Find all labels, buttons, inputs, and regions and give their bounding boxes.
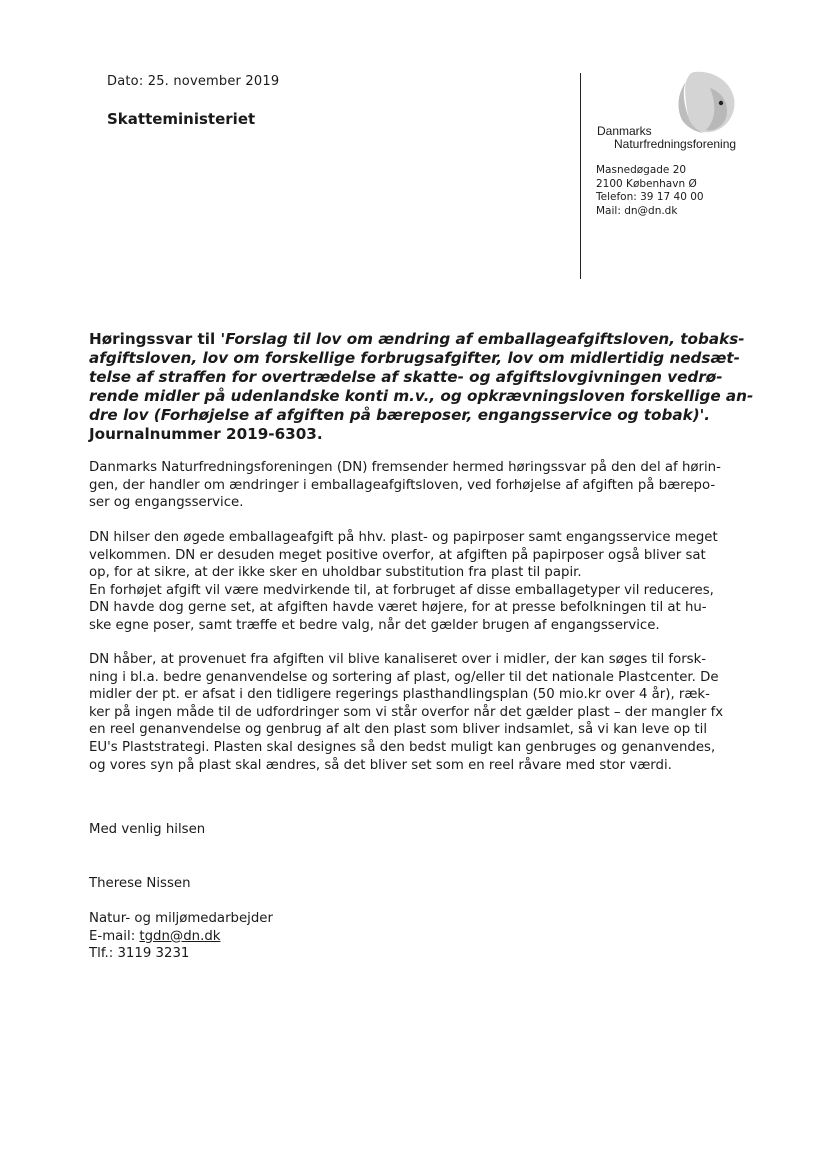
heading-title-line: rende midler på udenlandske konti m.v., og opkrævningsloven forskellige an- [89,387,754,405]
paragraph-line: ker på ingen måde til de udfordringer som vi står overfor når det gælder plast – der mangler fx [89,704,724,720]
heading-title-line: dre lov (Forhøjelse af afgiften på bæreposer, engangsservice og tobak)'. [89,406,711,424]
paragraph-intro [89,459,739,512]
letter-heading [89,330,754,444]
address-city: 2100 København Ø [596,177,697,190]
recipient: Skatteministeriet [107,110,256,128]
paragraph-line: og vores syn på plast skal ændres, så det bliver set som en reel råvare med stor værdi. [89,757,672,773]
paragraph-revenue [89,651,739,774]
paragraph-line: EU's Plaststrategi. Plasten skal designes så den bedst muligt kan genbruges og genanvendes, [89,739,716,755]
paragraph-line: velkommen. DN er desuden meget positive overfor, at afgiften på papirposer også bliver sat [89,547,706,563]
paragraph-line: Danmarks Naturfredningsforeningen (DN) fremsender hermed høringssvar på den del af hørin- [89,460,721,475]
paragraph-welcome [89,529,739,635]
closing-greeting: Med venlig hilsen [89,822,206,837]
letter-date: Dato: 25. november 2019 [107,74,280,89]
heading-title-line: afgiftsloven, lov om forskellige forbrugsafgifter, lov om midlertidig nedsæt- [89,349,740,367]
paragraph-line: ser og engangsservice. [89,495,244,511]
paragraph-line: ske egne poser, samt træffe et bedre valg, når det gælder brugen af engangsservice. [89,617,660,633]
signer-phone: Tlf.: 3119 3231 [89,946,190,962]
signer-title: Natur- og miljømedarbejder [89,911,273,926]
sender-org-line1: Danmarks [597,124,652,138]
paragraph-line: op, for at sikre, at der ikke sker en uholdbar substitution fra plast til papir. [89,565,582,581]
paragraph-line: en reel genanvendelse og genbrug af alt den plast som bliver indsamlet, så vi kan leve op til [89,722,708,738]
paragraph-line: DN hilser den øgede emballageafgift på hhv. plast- og papirposer samt engangsservice meget [89,530,718,545]
paragraph-line: gen, der handler om ændringer i emballageafgiftsloven, ved forhøjelse af afgiften på bærepo- [89,477,716,493]
heading-title-line: 'Forslag til lov om ændring af emballageafgiftsloven, tobaks- [220,330,745,348]
paragraph-line: DN havde dog gerne set, at afgiften havde været højere, for at presse befolkningen til at hu- [89,600,707,616]
paragraph-line: ning i bl.a. bedre genanvendelse og sortering af plast, og/eller til det nationale Plastcenter. De [89,669,719,685]
signer-name: Therese Nissen [89,876,191,891]
heading-prefix: Høringssvar til [89,330,221,348]
paragraph-line: midler der pt. er afsat i den tidligere regerings plasthandlingsplan (50 mio.kr over 4 år), ræk- [89,687,710,703]
address-street: Masnedøgade 20 [596,164,687,176]
paragraph-line: DN håber, at provenuet fra afgiften vil blive kanaliseret over i midler, der kan søges til forsk- [89,652,707,667]
header-divider [580,73,581,279]
signer-email-row [89,928,273,946]
email-link[interactable]: tgdn@dn.dk [139,928,221,944]
sender-address [596,164,704,218]
sender-org-line2: Naturfredningsforening [614,137,737,151]
signer-details [89,910,273,963]
address-phone: Telefon: 39 17 40 00 [596,191,704,203]
email-label: E-mail: [89,928,140,944]
paragraph-line: En forhøjet afgift vil være medvirkende til, at forbruget af disse emballagetyper vil reduceres, [89,582,714,598]
address-mail: Mail: dn@dn.dk [596,204,678,217]
heading-title-line: telse af straffen for overtrædelse af skatte- og afgiftslovgivningen vedrø- [89,368,723,386]
dn-logo-icon [664,68,744,138]
journal-number: Journalnummer 2019-6303. [89,425,323,443]
